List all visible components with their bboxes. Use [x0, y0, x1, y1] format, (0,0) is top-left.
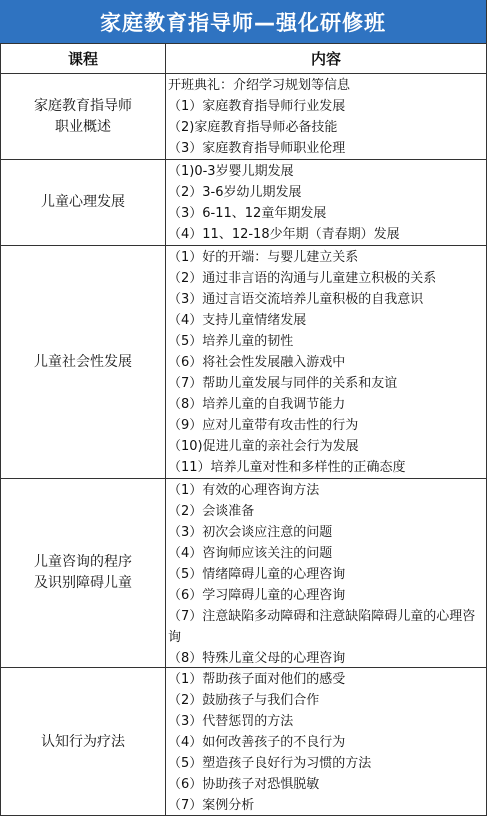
- course-name: 认知行为疗法: [41, 733, 125, 750]
- content-item: （3）通过言语交流培养儿童积极的自我意识: [168, 292, 424, 307]
- content-item: （2）3-6岁幼儿期发展: [168, 185, 302, 200]
- content-item: （3）6-11、12童年期发展: [168, 206, 327, 221]
- content-item: （1）帮助孩子面对他们的感受: [168, 672, 346, 687]
- content-item: （5）情绪障碍儿童的心理咨询: [168, 567, 346, 582]
- content-item: （7）注意缺陷多动障碍和注意缺陷障碍儿童的心理咨询: [168, 609, 476, 645]
- header-content: 内容: [310, 50, 341, 68]
- course-cell: [0, 246, 166, 478]
- content-item: （2）会谈准备: [168, 504, 255, 519]
- content-item: （4）支持儿童情绪发展: [168, 313, 307, 328]
- content-item: （8）培养儿童的自我调节能力: [168, 397, 346, 412]
- content-item: （7）案例分析: [168, 798, 255, 813]
- course-cell: [0, 74, 166, 159]
- course-name: 儿童社会性发展: [34, 353, 132, 370]
- course-section: [0, 479, 486, 668]
- course-section: [0, 668, 486, 816]
- course-section: [0, 74, 486, 160]
- content-item: （4）11、12-18少年期（青春期）发展: [168, 227, 400, 242]
- content-item: （2）鼓励孩子与我们合作: [168, 693, 320, 708]
- content-item: （1）有效的心理咨询方法: [168, 483, 320, 498]
- content-item: （6）学习障碍儿童的心理咨询: [168, 588, 346, 603]
- content-item: （7）帮助儿童发展与同伴的关系和友谊: [168, 376, 398, 391]
- content-item: （6）协助孩子对恐惧脱敏: [168, 777, 320, 792]
- content-cell: [166, 668, 486, 816]
- course-cell: [0, 668, 166, 816]
- content-item: （3）代替惩罚的方法: [168, 714, 294, 729]
- course-name: 家庭教育指导师 职业概述: [34, 97, 132, 135]
- content-item: （4）如何改善孩子的不良行为: [168, 735, 346, 750]
- content-item: （3）家庭教育指导师职业伦理: [168, 141, 346, 156]
- content-item: （8）特殊儿童父母的心理咨询: [168, 651, 346, 666]
- content-item: （4）咨询师应该关注的问题: [168, 546, 333, 561]
- content-item: （5）培养儿童的韧性: [168, 334, 294, 349]
- header-course: 课程: [0, 44, 166, 73]
- content-item: （9）应对儿童带有攻击性的行为: [168, 418, 359, 433]
- content-item: （10)促进儿童的亲社会行为发展: [168, 439, 359, 454]
- content-item: （11）培养儿童对性和多样性的正确态度: [168, 460, 406, 475]
- content-item: （1）家庭教育指导师行业发展: [168, 99, 346, 114]
- content-item: 开班典礼：介绍学习规划等信息: [168, 78, 351, 93]
- table-header-row: [0, 44, 486, 74]
- content-cell: [166, 479, 486, 667]
- content-item: （1）好的开端：与婴儿建立关系: [168, 250, 359, 265]
- course-section: [0, 246, 486, 479]
- content-item: （3）初次会谈应注意的问题: [168, 525, 333, 540]
- content-item: （1)0-3岁婴儿期发展: [168, 164, 294, 179]
- table-title: 家庭教育指导师—强化研修班: [0, 0, 486, 44]
- content-item: （5）塑造孩子良好行为习惯的方法: [168, 756, 372, 771]
- content-item: （2)家庭教育指导师必备技能: [168, 120, 338, 135]
- content-item: （6）将社会性发展融入游戏中: [168, 355, 346, 370]
- course-name: 儿童咨询的程序 及识别障碍儿童: [34, 554, 132, 591]
- course-cell: [0, 479, 166, 667]
- course-section: [0, 160, 486, 246]
- course-cell: [0, 160, 166, 245]
- course-name: 儿童心理发展: [41, 194, 125, 210]
- content-cell: [166, 246, 486, 478]
- content-cell: [166, 74, 486, 159]
- content-cell: [166, 160, 486, 245]
- content-item: （2）通过非言语的沟通与儿童建立积极的关系: [168, 271, 437, 286]
